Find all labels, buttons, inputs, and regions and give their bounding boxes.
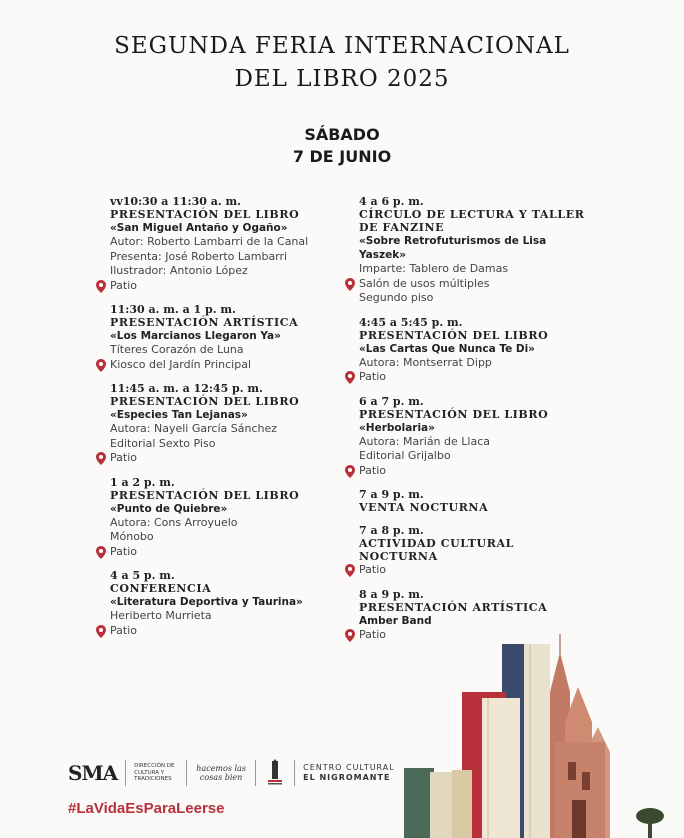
event-work: «Los Marcianos Llegaron Ya» (110, 330, 281, 342)
event-work: «San Miguel Antaño y Ogaño» (110, 222, 288, 234)
books-stack-illustration (404, 644, 550, 838)
event-time: 11:45 a. m. a 12:45 p. m. (110, 382, 263, 395)
location-pin-icon (96, 280, 106, 293)
location-pin-icon (345, 629, 355, 642)
event-place-label: Patio (110, 544, 137, 558)
location-pin-icon (345, 564, 355, 577)
schedule-left-column (96, 196, 342, 649)
palm-tree-illustration (636, 808, 664, 838)
event-detail: Ilustrador: Antonio López (110, 264, 248, 277)
event-place (345, 277, 595, 292)
feria-logo-icon (264, 759, 286, 787)
location-pin-icon (345, 465, 355, 478)
divider (255, 760, 256, 786)
event-kind: VENTA NOCTURNA (359, 501, 489, 514)
event-work: «Punto de Quiebre» (110, 502, 228, 515)
event-item (345, 525, 595, 578)
event-kind: PRESENTACIÓN DEL LIBRO (110, 488, 300, 502)
event-place (345, 370, 595, 385)
centro-line-1: CENTRO CULTURAL (303, 763, 395, 772)
event-item (96, 304, 342, 372)
day-name: SÁBADO (304, 125, 380, 144)
event-item (345, 489, 595, 514)
event-place (96, 451, 342, 466)
event-detail: Imparte: Tablero de Damas (359, 262, 509, 275)
title-line-1: SEGUNDA FERIA INTERNACIONAL (114, 33, 570, 59)
event-time: 4 a 6 p. m. (359, 195, 424, 208)
event-place-label: Kiosco del Jardín Principal (110, 357, 252, 371)
hacemos-logo: hacemos las cosas bien (196, 764, 246, 782)
event-place (96, 358, 342, 373)
event-place-label: Patio (110, 278, 137, 292)
event-kind: PRESENTACIÓN DEL LIBRO (359, 328, 549, 342)
event-detail: Títeres Corazón de Luna (110, 343, 244, 356)
books-and-church-illustration (400, 632, 684, 838)
event-place (96, 279, 342, 294)
event-kind: PRESENTACIÓN ARTÍSTICA (110, 316, 299, 329)
event-time: 6 a 7 p. m. (359, 394, 424, 408)
event-kind: CÍRCULO DE LECTURA Y TALLER DE FANZINE (359, 208, 585, 234)
event-place (345, 464, 595, 479)
event-detail: Autora: Montserrat Dipp (359, 355, 492, 369)
divider (125, 760, 126, 786)
event-time: 7 a 8 p. m. (359, 524, 424, 537)
event-work: «Literatura Deportiva y Taurina» (110, 596, 303, 608)
divider (186, 760, 187, 786)
sma-logo: SMA (68, 761, 118, 785)
event-detail: Presenta: José Roberto Lambarri (110, 249, 288, 263)
location-pin-icon (96, 452, 106, 465)
event-place (345, 563, 595, 578)
event-item (345, 317, 595, 385)
centro-cultural-logo (303, 763, 395, 783)
schedule-right-column (345, 196, 595, 653)
event-work: Amber Band (359, 614, 432, 627)
event-kind: PRESENTACIÓN DEL LIBRO (110, 208, 300, 221)
event-detail: Mónobo (110, 530, 154, 543)
event-place-label: Patio (359, 563, 386, 576)
divider (294, 760, 295, 786)
centro-line-2: EL NIGROMANTE (303, 773, 391, 782)
event-work: «Especies Tan Lejanas» (110, 409, 248, 421)
event-work: «Las Cartas Que Nunca Te Di» (359, 342, 535, 355)
location-pin-icon (96, 546, 106, 559)
event-time: 1 a 2 p. m. (110, 475, 175, 489)
title-line-2: DEL LIBRO 2025 (234, 66, 450, 92)
hashtag: #LaVidaEsParaLeerse (68, 800, 225, 817)
event-detail: Autora: Nayeli García Sánchez (110, 422, 278, 435)
event-detail: Autora: Marián de Llaca (359, 434, 490, 448)
event-time: 11:30 a. m. a 1 p. m. (110, 303, 236, 316)
event-detail: Editorial Sexto Piso (110, 436, 216, 450)
event-time: vv10:30 a 11:30 a. m. (110, 195, 242, 208)
event-detail: Heriberto Murrieta (110, 609, 212, 622)
footer-logos (68, 758, 395, 788)
location-pin-icon (96, 625, 106, 638)
event-item (345, 196, 595, 306)
day-heading (0, 124, 684, 168)
event-place (96, 545, 342, 560)
event-kind: PRESENTACIÓN ARTÍSTICA (359, 600, 548, 614)
event-time: 4:45 a 5:45 p. m. (359, 315, 463, 329)
event-work: «Herbolaria» (359, 421, 435, 434)
event-kind: PRESENTACIÓN DEL LIBRO (110, 395, 300, 408)
event-place-extra: Segundo piso (359, 291, 434, 304)
event-place-label: Patio (359, 370, 386, 383)
location-pin-icon (96, 359, 106, 372)
event-detail: Editorial Grijalbo (359, 449, 451, 462)
event-time: 7 a 9 p. m. (359, 488, 424, 501)
event-kind: CONFERENCIA (110, 582, 212, 595)
event-detail: Autora: Cons Arroyuelo (110, 515, 238, 529)
event-work: «Sobre Retrofuturismos de Lisa Yaszek» (359, 235, 547, 261)
day-date: 7 DE JUNIO (292, 147, 392, 166)
event-item (96, 477, 342, 560)
location-pin-icon (345, 371, 355, 384)
event-detail: Autor: Roberto Lambarri de la Canal (110, 235, 309, 248)
event-place-label: Patio (110, 623, 137, 637)
event-item (96, 383, 342, 466)
event-place-label: Salón de usos múltiples (359, 276, 490, 290)
event-place-label: Patio (359, 463, 386, 477)
event-place-label: Patio (110, 451, 137, 464)
event-kind: PRESENTACIÓN DEL LIBRO (359, 407, 549, 421)
church-illustration (550, 634, 610, 838)
location-pin-icon (345, 278, 355, 291)
poster-title (0, 30, 684, 96)
event-place (96, 624, 342, 639)
event-kind: ACTIVIDAD CULTURAL NOCTURNA (359, 537, 514, 563)
event-place-label: Patio (359, 627, 386, 641)
event-item (345, 396, 595, 479)
event-time: 8 a 9 p. m. (359, 587, 424, 601)
event-time: 4 a 5 p. m. (110, 569, 175, 582)
event-item (96, 196, 342, 293)
event-item (96, 570, 342, 638)
direccion-cultura-logo: DIRECCIÓN DE CULTURA Y TRADICIONES (134, 763, 175, 783)
